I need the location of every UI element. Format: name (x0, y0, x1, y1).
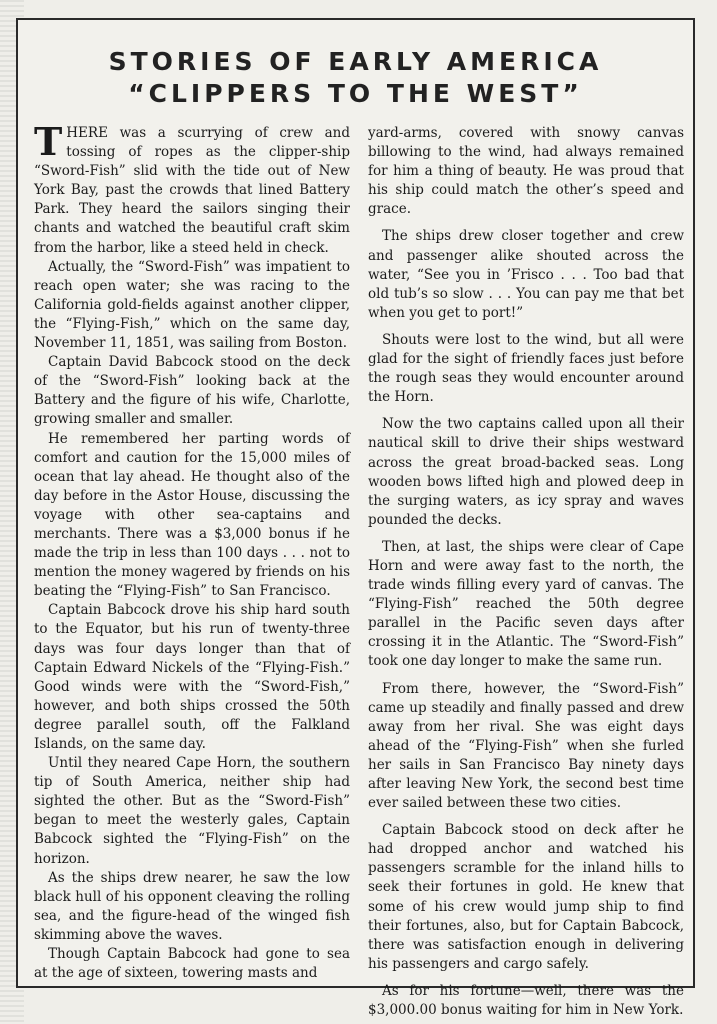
paragraph: Now the two captains called upon all their nautical skill to drive their ships westward across the great broad-backed seas. Long wooden bows lifted high and plowed deep in the surging waters, as icy spray and waves pounded the decks. (368, 416, 684, 528)
article-title (18, 46, 693, 110)
paragraph: yard-arms, covered with snowy canvas billowing to the wind, had always remained for him a thing of beauty. He was proud that his ship could match the other’s speed and grace. (368, 125, 684, 218)
paragraph: As for his fortune—well, there was the $3,000.00 bonus waiting for him in New York. (368, 982, 684, 1019)
paragraph: Captain David Babcock stood on the deck of the “Sword-Fish” looking back at the Battery and the figure of his wife, Charlotte, growing smaller and smaller. (34, 354, 350, 428)
paragraph: Captain Babcock stood on deck after he had dropped anchor and watched his passengers scramble for the inland hills to seek their fortunes in gold. He knew that some of his crew would jump ship to find their fortunes, also, but for Captain Babcock, there was satisfaction enough in delivering his passengers and cargo safely. (368, 822, 684, 972)
title-line-1: STORIES OF EARLY AMERICA (108, 47, 603, 76)
paragraph: Though Captain Babcock had gone to sea at the age of sixteen, towering masts and (34, 946, 350, 982)
paragraph-text: HERE was a scurrying of crew and tossing of ropes as the clipper-ship “Sword-Fish” slid with the tide out of New York Bay, past the crowds that lined Battery Park. They heard the sailors singing their chants and watched the beautiful craft skim from the harbor, like a steed held in check. (34, 125, 350, 256)
paragraph: As the ships drew nearer, he saw the low black hull of his opponent cleaving the rolling sea, and the figure-head of the winged fish skimming above the waves. (34, 869, 350, 943)
paragraph: He remembered her parting words of comfort and caution for the 15,000 miles of ocean that lay ahead. He thought also of the day before in the Astor House, discussing the voyage with other sea-captains and merchants. There was a $3,000 bonus if he made the trip in less than 100 days . . . not to mention the money wagered by friends on his beating the “Flying-Fish” to San Francisco. (34, 430, 350, 600)
paragraph: Actually, the “Sword-Fish” was impatient to reach open water; she was racing to the California gold-fields against another clipper, the “Flying-Fish,” which on the same day, November 11, 1851, was sailing from Boston. (34, 258, 350, 352)
right-column (368, 124, 684, 1020)
paragraph: Shouts were lost to the wind, but all were glad for the sight of friendly faces just before the rough seas they would encounter around the Horn. (368, 331, 684, 406)
paragraph: The ships drew closer together and crew and passenger alike shouted across the water, “See you in ’Frisco . . . Too bad that old tub’s so slow . . . You can pay me that bet when you get to port!” (368, 228, 684, 321)
paragraph: Until they neared Cape Horn, the southern tip of South America, neither ship had sighted the other. But as the “Sword-Fish” began to meet the westerly gales, Captain Babcock sighted the “Flying-Fish” on the horizon. (34, 755, 350, 867)
title-line-2: “CLIPPERS TO THE WEST” (128, 79, 583, 108)
paragraph (34, 119, 350, 258)
paragraph: Then, at last, the ships were clear of Cape Horn and were away fast to the north, the trade winds filling every yard of canvas. The “Flying-Fish” reached the 50th degree parallel in the Pacific seven days after crossing it in the Atlantic. The “Sword-Fish” took one day longer to make the same run. (368, 538, 684, 670)
drop-cap: T (34, 119, 63, 164)
paragraph: From there, however, the “Sword-Fish” came up steadily and finally passed and drew away from her rival. She was eight days ahead of the “Flying-Fish” when she furled her sails in San Francisco Bay ninety days after leaving New York, the second best time ever sailed between these two cities. (368, 680, 684, 812)
left-column (34, 119, 350, 983)
paragraph: Captain Babcock drove his ship hard south to the Equator, but his run of twenty-three days was four days longer than that of Captain Edward Nickels of the “Flying-Fish.” Good winds were with the “Sword-Fish,” however, and both ships crossed the 50th degree parallel south, off the Falkland Islands, on the same day. (34, 602, 350, 752)
